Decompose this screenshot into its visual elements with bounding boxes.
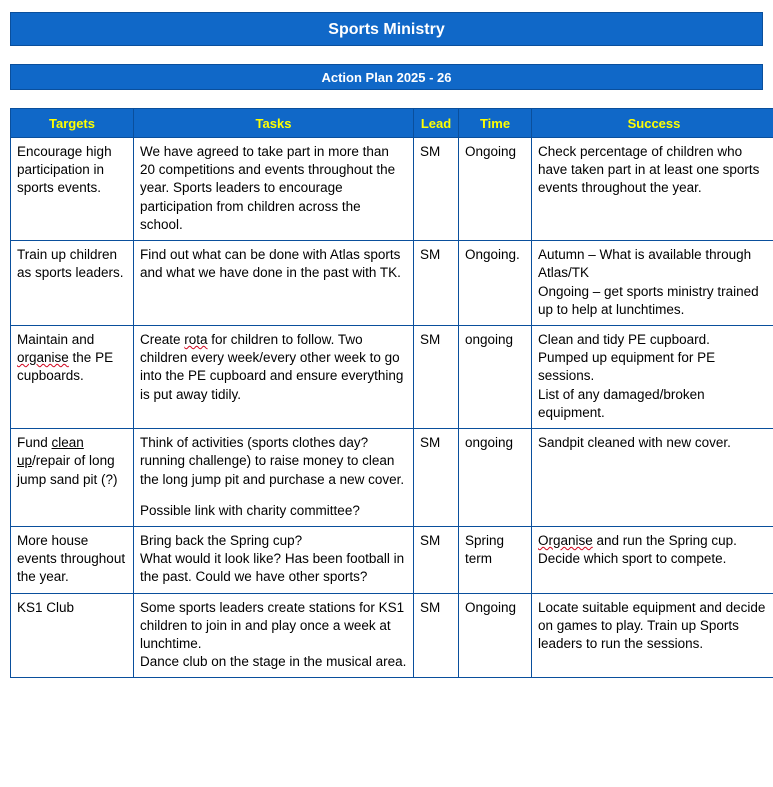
cell-lead: SM <box>414 138 459 241</box>
cell-lead: SM <box>414 325 459 428</box>
cell-targets: KS1 Club <box>11 593 134 678</box>
cell-tasks <box>134 325 414 428</box>
tasks-line-1: Bring back the Spring cup? <box>140 532 303 548</box>
cell-targets: Train up children as sports leaders. <box>11 241 134 326</box>
success-text-part-2: and run the Spring cup. <box>592 532 737 548</box>
targets-text-part-3: /repair of long jump sand pit (?) <box>17 453 118 487</box>
cell-time: Ongoing <box>459 138 532 241</box>
cell-success: Check percentage of children who have taken part in at least one sports events throughout the year. <box>532 138 773 241</box>
cell-tasks <box>134 593 414 678</box>
column-header-tasks: Tasks <box>134 109 414 138</box>
tasks-text-part-1: Create <box>140 331 185 347</box>
table-row <box>11 241 773 326</box>
cell-lead: SM <box>414 241 459 326</box>
cell-tasks: Find out what can be done with Atlas sports and what we have done in the past with TK. <box>134 241 414 326</box>
success-line-2: Pumped up equipment for PE sessions. <box>538 350 716 384</box>
paragraph-spacer <box>140 489 407 502</box>
success-line-1 <box>538 532 770 550</box>
targets-text-part-3: the PE cupboards. <box>17 350 114 384</box>
cell-lead: SM <box>414 429 459 527</box>
success-line-3: List of any damaged/broken equipment. <box>538 386 705 420</box>
tasks-line-2: Possible link with charity committee? <box>140 502 360 518</box>
tasks-line-1: Some sports leaders create stations for KS1 children to join in and play once a week at lunchtime. <box>140 599 405 652</box>
document-title-banner: Sports Ministry <box>10 12 763 46</box>
cell-time: ongoing <box>459 325 532 428</box>
column-header-lead: Lead <box>414 109 459 138</box>
success-line-1: Autumn – What is available through Atlas/TK <box>538 247 752 281</box>
cell-success: Sandpit cleaned with new cover. <box>532 429 773 527</box>
success-line-2: Ongoing – get sports ministry trained up to help at lunchtimes. <box>538 283 759 317</box>
table-row <box>11 526 773 593</box>
cell-time: ongoing <box>459 429 532 527</box>
cell-tasks: We have agreed to take part in more than 20 competitions and events throughout the year. Sports leaders to encourage participation from children across the school. <box>134 138 414 241</box>
table-row <box>11 325 773 428</box>
cell-targets <box>11 325 134 428</box>
table-row <box>11 593 773 678</box>
success-misspelled-word: Organise <box>538 532 593 548</box>
column-header-targets: Targets <box>11 109 134 138</box>
tasks-misspelled-word: rota <box>184 331 208 347</box>
cell-success: Locate suitable equipment and decide on games to play. Train up Sports leaders to run the sessions. <box>532 593 773 678</box>
cell-success <box>532 526 773 593</box>
action-plan-subtitle-banner: Action Plan 2025 - 26 <box>10 64 763 90</box>
table-row <box>11 138 773 241</box>
targets-underlined-text: clean up <box>17 435 84 469</box>
cell-time: Spring term <box>459 526 532 593</box>
table-header-row <box>11 109 773 138</box>
tasks-line-2: What would it look like? Has been football in the past. Could we have other sports? <box>140 551 405 585</box>
cell-lead: SM <box>414 593 459 678</box>
table-row <box>11 429 773 527</box>
targets-misspelled-word: organise <box>17 350 69 366</box>
cell-targets: Encourage high participation in sports events. <box>11 138 134 241</box>
cell-tasks <box>134 526 414 593</box>
cell-tasks <box>134 429 414 527</box>
cell-targets: More house events throughout the year. <box>11 526 134 593</box>
targets-text-part-1: Fund <box>17 435 52 451</box>
success-line-1: Clean and tidy PE cupboard. <box>538 331 710 347</box>
tasks-line-1: Think of activities (sports clothes day? running challenge) to raise money to clean the long jump pit and purchase a new cover. <box>140 435 405 487</box>
cell-time: Ongoing <box>459 593 532 678</box>
tasks-text-part-3: for children to follow. Two children every week/every other week to go into the PE cupboard and ensure everything is put away tidily. <box>140 331 404 402</box>
cell-targets <box>11 429 134 527</box>
cell-success <box>532 325 773 428</box>
column-header-success: Success <box>532 109 773 138</box>
cell-success <box>532 241 773 326</box>
cell-time: Ongoing. <box>459 241 532 326</box>
targets-text-part-1: Maintain and <box>17 331 95 347</box>
column-header-time: Time <box>459 109 532 138</box>
cell-lead: SM <box>414 526 459 593</box>
action-plan-table <box>10 108 773 678</box>
success-line-2: Decide which sport to compete. <box>538 551 727 567</box>
tasks-line-2: Dance club on the stage in the musical area. <box>140 654 407 670</box>
